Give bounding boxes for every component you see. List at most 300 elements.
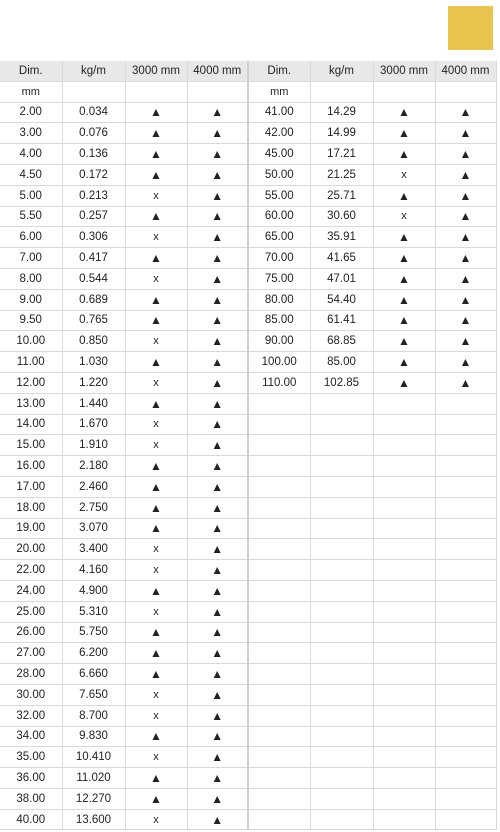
left-stock-4000-cell: ▲: [187, 664, 248, 685]
right-stock-4000-cell: ▲: [435, 352, 496, 373]
empty-cell: [373, 726, 435, 747]
empty-cell: [435, 580, 496, 601]
empty-cell: [373, 768, 435, 789]
left-stock-3000-cell: ▲: [125, 248, 187, 269]
left-dim-cell: 4.50: [0, 164, 62, 185]
right-dim-cell: 65.00: [248, 227, 310, 248]
empty-cell: [373, 809, 435, 830]
empty-cell: [435, 601, 496, 622]
empty-cell: [248, 809, 310, 830]
table-row: [0, 518, 496, 539]
left-kgm-cell: 6.200: [62, 643, 125, 664]
left-dim-cell: 22.00: [0, 560, 62, 581]
left-stock-3000-cell: ▲: [125, 144, 187, 165]
left-stock-3000-cell: ▲: [125, 352, 187, 373]
left-kgm-cell: 2.180: [62, 456, 125, 477]
empty-cell: [435, 393, 496, 414]
left-stock-3000-cell: ▲: [125, 622, 187, 643]
right-kgm-cell: 47.01: [310, 268, 373, 289]
left-dim-cell: 11.00: [0, 352, 62, 373]
table-row: [0, 310, 496, 331]
left-stock-3000-cell: x: [125, 539, 187, 560]
table-row: [0, 144, 496, 165]
header-kgm-left: kg/m: [62, 61, 125, 81]
right-dim-cell: 100.00: [248, 352, 310, 373]
left-stock-3000-cell: x: [125, 372, 187, 393]
empty-cell: [310, 539, 373, 560]
right-stock-3000-cell: ▲: [373, 310, 435, 331]
empty-cell: [310, 497, 373, 518]
left-kgm-cell: 0.257: [62, 206, 125, 227]
empty-cell: [310, 560, 373, 581]
left-stock-4000-cell: ▲: [187, 435, 248, 456]
left-stock-4000-cell: ▲: [187, 705, 248, 726]
left-stock-4000-cell: ▲: [187, 372, 248, 393]
empty-cell: [248, 456, 310, 477]
right-kgm-cell: 21.25: [310, 164, 373, 185]
right-stock-3000-cell: ▲: [373, 185, 435, 206]
empty-cell: [373, 788, 435, 809]
left-kgm-cell: 0.306: [62, 227, 125, 248]
left-dim-cell: 4.00: [0, 144, 62, 165]
left-kgm-cell: 1.670: [62, 414, 125, 435]
empty-cell: [373, 518, 435, 539]
table-row: [0, 289, 496, 310]
table-row: [0, 497, 496, 518]
empty-cell: [248, 560, 310, 581]
empty-cell: [310, 435, 373, 456]
left-kgm-cell: 0.076: [62, 123, 125, 144]
header-4000-right: 4000 mm: [435, 61, 496, 81]
empty-cell: [310, 747, 373, 768]
table-row: [0, 539, 496, 560]
unit-left: mm: [0, 81, 62, 102]
left-stock-3000-cell: x: [125, 705, 187, 726]
table-row: [0, 268, 496, 289]
left-stock-3000-cell: ▲: [125, 393, 187, 414]
table-row: [0, 102, 496, 123]
left-stock-3000-cell: ▲: [125, 310, 187, 331]
left-kgm-cell: 3.400: [62, 539, 125, 560]
left-stock-3000-cell: ▲: [125, 497, 187, 518]
empty-cell: [248, 726, 310, 747]
right-stock-4000-cell: ▲: [435, 206, 496, 227]
right-stock-4000-cell: ▲: [435, 123, 496, 144]
left-stock-4000-cell: ▲: [187, 580, 248, 601]
table-row: [0, 435, 496, 456]
right-kgm-cell: 14.29: [310, 102, 373, 123]
empty-cell: [435, 768, 496, 789]
right-stock-4000-cell: ▲: [435, 289, 496, 310]
left-kgm-cell: 10.410: [62, 747, 125, 768]
left-stock-4000-cell: ▲: [187, 310, 248, 331]
right-dim-cell: 45.00: [248, 144, 310, 165]
left-dim-cell: 13.00: [0, 393, 62, 414]
left-dim-cell: 5.00: [0, 185, 62, 206]
left-dim-cell: 34.00: [0, 726, 62, 747]
empty-cell: [310, 643, 373, 664]
left-stock-3000-cell: x: [125, 185, 187, 206]
right-dim-cell: 85.00: [248, 310, 310, 331]
left-stock-3000-cell: ▲: [125, 643, 187, 664]
table-row: [0, 788, 496, 809]
left-kgm-cell: 4.160: [62, 560, 125, 581]
table-row: [0, 664, 496, 685]
left-kgm-cell: 1.910: [62, 435, 125, 456]
table-row: [0, 809, 496, 830]
empty-cell: [373, 747, 435, 768]
left-stock-3000-cell: x: [125, 684, 187, 705]
left-kgm-cell: 3.070: [62, 518, 125, 539]
empty-cell: [310, 476, 373, 497]
empty-cell: [373, 560, 435, 581]
left-stock-3000-cell: ▲: [125, 476, 187, 497]
left-stock-3000-cell: ▲: [125, 289, 187, 310]
right-kgm-cell: 68.85: [310, 331, 373, 352]
table-row: [0, 352, 496, 373]
left-dim-cell: 7.00: [0, 248, 62, 269]
right-dim-cell: 90.00: [248, 331, 310, 352]
empty-cell: [310, 518, 373, 539]
header-4000-left: 4000 mm: [187, 61, 248, 81]
table-row: [0, 705, 496, 726]
right-stock-4000-cell: ▲: [435, 331, 496, 352]
header-3000-right: 3000 mm: [373, 61, 435, 81]
left-stock-4000-cell: ▲: [187, 768, 248, 789]
table-row: [0, 372, 496, 393]
table-row: [0, 622, 496, 643]
left-dim-cell: 9.00: [0, 289, 62, 310]
empty-cell: [310, 601, 373, 622]
table-row: [0, 185, 496, 206]
left-stock-3000-cell: x: [125, 747, 187, 768]
right-kgm-cell: 85.00: [310, 352, 373, 373]
right-stock-3000-cell: ▲: [373, 248, 435, 269]
left-dim-cell: 9.50: [0, 310, 62, 331]
table-row: [0, 747, 496, 768]
empty-cell: [435, 476, 496, 497]
left-stock-3000-cell: ▲: [125, 123, 187, 144]
right-kgm-cell: 102.85: [310, 372, 373, 393]
left-dim-cell: 35.00: [0, 747, 62, 768]
right-dim-cell: 75.00: [248, 268, 310, 289]
right-stock-4000-cell: ▲: [435, 227, 496, 248]
right-stock-3000-cell: ▲: [373, 331, 435, 352]
left-dim-cell: 20.00: [0, 539, 62, 560]
empty-cell: [373, 476, 435, 497]
left-stock-4000-cell: ▲: [187, 206, 248, 227]
empty-cell: [248, 518, 310, 539]
left-dim-cell: 8.00: [0, 268, 62, 289]
left-stock-3000-cell: ▲: [125, 164, 187, 185]
empty-cell: [248, 788, 310, 809]
table-row: [0, 560, 496, 581]
right-kgm-cell: 14.99: [310, 123, 373, 144]
left-dim-cell: 6.00: [0, 227, 62, 248]
left-stock-4000-cell: ▲: [187, 622, 248, 643]
left-stock-4000-cell: ▲: [187, 809, 248, 830]
left-stock-4000-cell: ▲: [187, 123, 248, 144]
empty-cell: [435, 622, 496, 643]
empty-cell: [373, 435, 435, 456]
empty-cell: [435, 539, 496, 560]
empty-cell: [248, 497, 310, 518]
left-stock-3000-cell: x: [125, 560, 187, 581]
left-kgm-cell: 2.460: [62, 476, 125, 497]
empty-cell: [435, 518, 496, 539]
empty-cell: [310, 705, 373, 726]
empty-cell: [435, 684, 496, 705]
table-row: [0, 206, 496, 227]
left-stock-4000-cell: ▲: [187, 414, 248, 435]
left-stock-3000-cell: ▲: [125, 206, 187, 227]
right-kgm-cell: 17.21: [310, 144, 373, 165]
empty-cell: [248, 539, 310, 560]
table-row: [0, 601, 496, 622]
empty-cell: [373, 664, 435, 685]
empty-cell: [373, 497, 435, 518]
table-row: [0, 248, 496, 269]
left-kgm-cell: 2.750: [62, 497, 125, 518]
left-stock-4000-cell: ▲: [187, 726, 248, 747]
table-row: [0, 643, 496, 664]
empty-cell: [373, 684, 435, 705]
empty-cell: [435, 456, 496, 477]
empty-cell: [373, 580, 435, 601]
right-stock-3000-cell: ▲: [373, 144, 435, 165]
left-stock-4000-cell: ▲: [187, 518, 248, 539]
left-dim-cell: 25.00: [0, 601, 62, 622]
empty-cell: [248, 622, 310, 643]
empty-cell: [310, 684, 373, 705]
empty-cell: [373, 539, 435, 560]
left-stock-4000-cell: ▲: [187, 684, 248, 705]
empty-cell: [248, 684, 310, 705]
left-dim-cell: 40.00: [0, 809, 62, 830]
left-stock-4000-cell: ▲: [187, 164, 248, 185]
empty-cell: [310, 726, 373, 747]
table-row: [0, 768, 496, 789]
left-dim-cell: 19.00: [0, 518, 62, 539]
left-kgm-cell: 0.172: [62, 164, 125, 185]
left-dim-cell: 27.00: [0, 643, 62, 664]
right-stock-4000-cell: ▲: [435, 164, 496, 185]
right-dim-cell: 50.00: [248, 164, 310, 185]
left-stock-3000-cell: x: [125, 435, 187, 456]
empty-cell: [373, 622, 435, 643]
empty-cell: [248, 705, 310, 726]
unit-right: mm: [248, 81, 310, 102]
left-kgm-cell: 6.660: [62, 664, 125, 685]
left-stock-3000-cell: x: [125, 331, 187, 352]
empty-cell: [435, 435, 496, 456]
right-stock-3000-cell: ▲: [373, 372, 435, 393]
right-dim-cell: 55.00: [248, 185, 310, 206]
left-kgm-cell: 0.213: [62, 185, 125, 206]
left-stock-3000-cell: ▲: [125, 726, 187, 747]
empty-cell: [435, 560, 496, 581]
left-stock-3000-cell: x: [125, 601, 187, 622]
right-kgm-cell: 35.91: [310, 227, 373, 248]
left-stock-3000-cell: ▲: [125, 788, 187, 809]
right-stock-3000-cell: ▲: [373, 352, 435, 373]
right-stock-3000-cell: ▲: [373, 227, 435, 248]
left-kgm-cell: 0.034: [62, 102, 125, 123]
table-row: [0, 456, 496, 477]
left-stock-4000-cell: ▲: [187, 144, 248, 165]
left-stock-4000-cell: ▲: [187, 352, 248, 373]
right-stock-4000-cell: ▲: [435, 268, 496, 289]
right-stock-4000-cell: ▲: [435, 372, 496, 393]
empty-cell: [248, 768, 310, 789]
table-body: [0, 61, 496, 830]
left-stock-4000-cell: ▲: [187, 248, 248, 269]
table-row: [0, 164, 496, 185]
left-dim-cell: 18.00: [0, 497, 62, 518]
left-dim-cell: 15.00: [0, 435, 62, 456]
empty-cell: [248, 664, 310, 685]
table-row: [0, 227, 496, 248]
right-stock-4000-cell: ▲: [435, 185, 496, 206]
left-stock-4000-cell: ▲: [187, 289, 248, 310]
table-row: [0, 684, 496, 705]
empty-cell: [310, 788, 373, 809]
left-stock-3000-cell: x: [125, 227, 187, 248]
empty-cell: [435, 747, 496, 768]
header-kgm-right: kg/m: [310, 61, 373, 81]
left-dim-cell: 30.00: [0, 684, 62, 705]
empty-cell: [310, 664, 373, 685]
color-swatch: [448, 6, 493, 50]
empty-cell: [310, 456, 373, 477]
empty-cell: [373, 643, 435, 664]
left-dim-cell: 3.00: [0, 123, 62, 144]
left-stock-4000-cell: ▲: [187, 747, 248, 768]
left-stock-3000-cell: ▲: [125, 768, 187, 789]
left-kgm-cell: 5.750: [62, 622, 125, 643]
left-dim-cell: 2.00: [0, 102, 62, 123]
empty-cell: [248, 601, 310, 622]
left-stock-4000-cell: ▲: [187, 788, 248, 809]
left-stock-4000-cell: ▲: [187, 643, 248, 664]
right-stock-4000-cell: ▲: [435, 310, 496, 331]
right-dim-cell: 80.00: [248, 289, 310, 310]
left-kgm-cell: 5.310: [62, 601, 125, 622]
table-row: [0, 414, 496, 435]
empty-cell: [248, 643, 310, 664]
unit-row: [0, 81, 496, 102]
dimension-weight-table: [0, 61, 497, 830]
left-stock-4000-cell: ▲: [187, 601, 248, 622]
header-dim-right: Dim.: [248, 61, 310, 81]
empty-cell: [435, 809, 496, 830]
right-kgm-cell: 41.65: [310, 248, 373, 269]
left-dim-cell: 14.00: [0, 414, 62, 435]
left-stock-4000-cell: ▲: [187, 560, 248, 581]
right-kgm-cell: 54.40: [310, 289, 373, 310]
empty-cell: [310, 622, 373, 643]
table-row: [0, 476, 496, 497]
left-kgm-cell: 11.020: [62, 768, 125, 789]
right-stock-3000-cell: ▲: [373, 102, 435, 123]
left-kgm-cell: 1.440: [62, 393, 125, 414]
left-stock-3000-cell: ▲: [125, 456, 187, 477]
left-kgm-cell: 9.830: [62, 726, 125, 747]
empty-cell: [248, 747, 310, 768]
table-row: [0, 726, 496, 747]
left-kgm-cell: 8.700: [62, 705, 125, 726]
empty-cell: [248, 580, 310, 601]
left-dim-cell: 38.00: [0, 788, 62, 809]
left-dim-cell: 36.00: [0, 768, 62, 789]
empty-cell: [435, 643, 496, 664]
left-stock-4000-cell: ▲: [187, 476, 248, 497]
table-row: [0, 123, 496, 144]
table-row: [0, 331, 496, 352]
left-kgm-cell: 0.850: [62, 331, 125, 352]
left-stock-4000-cell: ▲: [187, 227, 248, 248]
left-stock-4000-cell: ▲: [187, 102, 248, 123]
right-stock-3000-cell: x: [373, 164, 435, 185]
table-row: [0, 580, 496, 601]
table-header-row: [0, 61, 496, 81]
empty-cell: [310, 809, 373, 830]
left-dim-cell: 10.00: [0, 331, 62, 352]
empty-cell: [248, 393, 310, 414]
right-stock-4000-cell: ▲: [435, 144, 496, 165]
left-kgm-cell: 0.765: [62, 310, 125, 331]
empty-cell: [310, 393, 373, 414]
right-kgm-cell: 30.60: [310, 206, 373, 227]
left-stock-4000-cell: ▲: [187, 185, 248, 206]
right-stock-3000-cell: ▲: [373, 123, 435, 144]
empty-cell: [435, 705, 496, 726]
empty-cell: [435, 497, 496, 518]
right-kgm-cell: 61.41: [310, 310, 373, 331]
empty-cell: [373, 456, 435, 477]
left-stock-4000-cell: ▲: [187, 497, 248, 518]
left-kgm-cell: 7.650: [62, 684, 125, 705]
right-stock-4000-cell: ▲: [435, 102, 496, 123]
left-stock-4000-cell: ▲: [187, 456, 248, 477]
empty-cell: [435, 664, 496, 685]
header-dim-left: Dim.: [0, 61, 62, 81]
left-kgm-cell: 4.900: [62, 580, 125, 601]
empty-cell: [310, 414, 373, 435]
left-kgm-cell: 0.689: [62, 289, 125, 310]
right-dim-cell: 110.00: [248, 372, 310, 393]
empty-cell: [248, 435, 310, 456]
left-stock-3000-cell: ▲: [125, 580, 187, 601]
empty-cell: [248, 476, 310, 497]
left-stock-3000-cell: ▲: [125, 518, 187, 539]
empty-cell: [310, 580, 373, 601]
right-dim-cell: 70.00: [248, 248, 310, 269]
empty-cell: [435, 414, 496, 435]
left-kgm-cell: 1.030: [62, 352, 125, 373]
right-dim-cell: 41.00: [248, 102, 310, 123]
left-dim-cell: 24.00: [0, 580, 62, 601]
right-dim-cell: 60.00: [248, 206, 310, 227]
left-stock-4000-cell: ▲: [187, 268, 248, 289]
empty-cell: [373, 414, 435, 435]
left-stock-4000-cell: ▲: [187, 393, 248, 414]
empty-cell: [373, 393, 435, 414]
left-stock-3000-cell: x: [125, 268, 187, 289]
left-stock-3000-cell: ▲: [125, 664, 187, 685]
left-dim-cell: 5.50: [0, 206, 62, 227]
empty-cell: [373, 601, 435, 622]
